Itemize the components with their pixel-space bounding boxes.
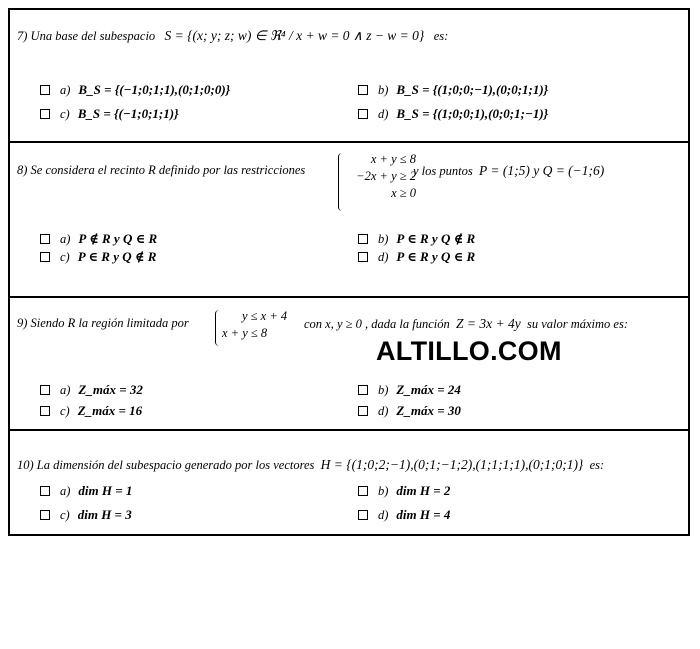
question-9-math: Z = 3x + 4y: [455, 316, 521, 331]
checkbox-icon[interactable]: [40, 85, 50, 95]
option-7d[interactable]: d) B_S = {(1;0;0;1),(0;0;1;−1)}: [358, 106, 548, 122]
system-brace: [338, 153, 344, 211]
option-9d[interactable]: d) Z_máx = 30: [358, 403, 461, 419]
question-8-prompt: 8) Se considera el recinto R definido por las restricciones: [17, 163, 306, 177]
checkbox-icon[interactable]: [40, 510, 50, 520]
question-7-prompt: 7) Una base del subespacio: [17, 29, 156, 43]
checkbox-icon[interactable]: [358, 85, 368, 95]
question-7-text: [17, 28, 448, 44]
option-9c[interactable]: c) Z_máx = 16: [40, 403, 142, 419]
option-8c[interactable]: c) P ∈ R y Q ∉ R: [40, 249, 156, 265]
question-10-text: [17, 457, 604, 473]
question-9-prompt: 9) Siendo R la región limitada por: [17, 316, 189, 330]
checkbox-icon[interactable]: [358, 109, 368, 119]
option-10b[interactable]: b) dim H = 2: [358, 483, 450, 499]
option-7c[interactable]: c) B_S = {(−1;0;1;1)}: [40, 106, 179, 122]
checkbox-icon[interactable]: [40, 252, 50, 262]
checkbox-icon[interactable]: [358, 234, 368, 244]
option-9a[interactable]: a) Z_máx = 32: [40, 382, 143, 398]
checkbox-icon[interactable]: [40, 234, 50, 244]
question-10-math: H = {(1;0;2;−1),(0;1;−1;2),(1;1;1;1),(0;1;0;1)}: [320, 457, 584, 472]
question-8-math: P = (1;5) y Q = (−1;6): [478, 163, 605, 178]
question-10: [10, 429, 688, 534]
exam-sheet: [8, 8, 690, 536]
option-7a[interactable]: a) B_S = {(−1;0;1;1),(0;1;0;0)}: [40, 82, 230, 98]
checkbox-icon[interactable]: [358, 252, 368, 262]
option-8d[interactable]: d) P ∈ R y Q ∈ R: [358, 249, 475, 265]
checkbox-icon[interactable]: [358, 486, 368, 496]
question-8: [10, 141, 688, 296]
question-9: [10, 296, 688, 429]
system-brace: [215, 310, 221, 346]
checkbox-icon[interactable]: [40, 385, 50, 395]
checkbox-icon[interactable]: [358, 510, 368, 520]
question-8-system: x + y ≤ 8 −2x + y ≥ 2 x ≥ 0: [356, 152, 416, 200]
option-10c[interactable]: c) dim H = 3: [40, 507, 132, 523]
checkbox-icon[interactable]: [40, 109, 50, 119]
option-10d[interactable]: d) dim H = 4: [358, 507, 450, 523]
question-7-suffix: es:: [433, 29, 449, 43]
question-9-system: y ≤ x + 4 x + y ≤ 8: [222, 309, 288, 340]
option-7b[interactable]: b) B_S = {(1;0;0;−1),(0;0;1;1)}: [358, 82, 548, 98]
option-8b[interactable]: b) P ∈ R y Q ∉ R: [358, 231, 475, 247]
watermark: ALTILLO.COM: [376, 336, 562, 366]
option-8a[interactable]: a) P ∉ R y Q ∈ R: [40, 231, 157, 247]
question-7: [10, 10, 688, 141]
checkbox-icon[interactable]: [40, 486, 50, 496]
question-7-math: S = {(x; y; z; w) ∈ ℜ⁴ / x + w = 0 ∧ z − w = 0}: [164, 28, 425, 43]
checkbox-icon[interactable]: [40, 406, 50, 416]
checkbox-icon[interactable]: [358, 406, 368, 416]
checkbox-icon[interactable]: [358, 385, 368, 395]
question-10-prompt: 10) La dimensión del subespacio generado por los vectores: [17, 458, 315, 472]
question-10-suffix: es:: [589, 458, 605, 472]
question-8-tail: y los puntos P = (1;5) y Q = (−1;6): [413, 163, 605, 178]
question-9-tail: con x, y ≥ 0 , dada la función Z = 3x + 4y su valor máximo es:: [304, 316, 628, 331]
option-9b[interactable]: b) Z_máx = 24: [358, 382, 461, 398]
option-10a[interactable]: a) dim H = 1: [40, 483, 132, 499]
